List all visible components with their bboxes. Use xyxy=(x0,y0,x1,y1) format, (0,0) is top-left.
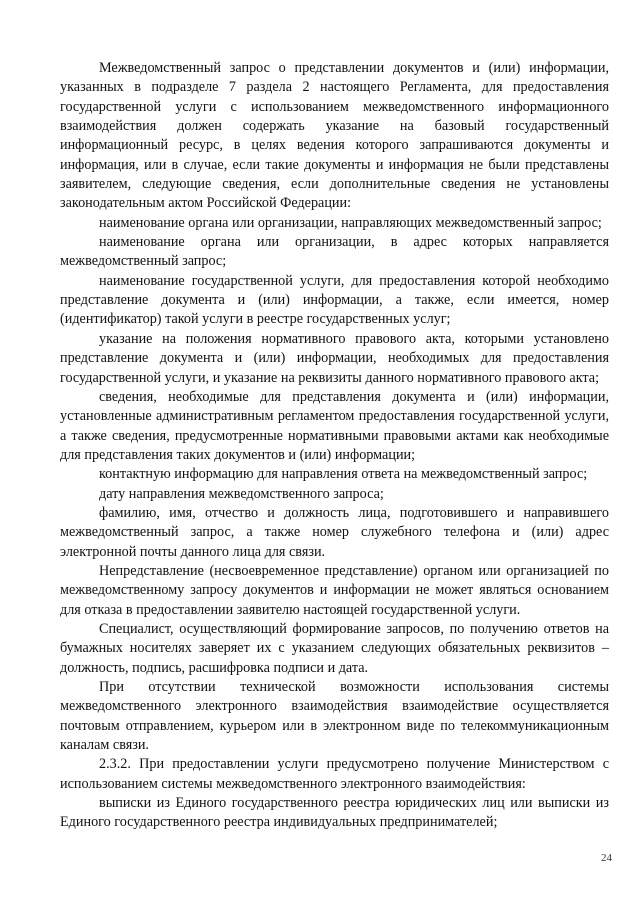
list-item-addressee-body: наименование органа или организации, в адрес которых направляется межведомственный запрос; xyxy=(60,234,609,270)
page-number: 24 xyxy=(601,852,612,864)
list-item-requesting-body: наименование органа или организации, направляющих межведомственный запрос; xyxy=(99,214,602,231)
document-body xyxy=(60,59,609,833)
list-item-legal-act: указание на положения нормативного правового акта, которыми установлено представление документа и (или) информации, необходимых для предоставления государственной услуги, и указание на реквизиты данного нормативного правового акта; xyxy=(60,330,609,386)
list-item-request-date: дату направления межведомственного запроса; xyxy=(99,485,384,502)
list-item-service-name: наименование государственной услуги, для предоставления которой необходимо представление документа и (или) информации, а также, если имеется, номер (идентификатор) такой услуги в реестре государственных услуг; xyxy=(60,272,609,328)
list-item-responsible-person: фамилию, имя, отчество и должность лица, подготовившего и направившего межведомственный запрос, а также номер служебного телефона и (или) адрес электронной почты данного лица для связи. xyxy=(60,504,609,560)
list-item-contact-info: контактную информацию для направления ответа на межведомственный запрос; xyxy=(99,466,588,483)
paragraph-specialist: Специалист, осуществляющий формирование запросов, по получению ответов на бумажных носителях заверяет их с указанием следующих обязательных реквизитов – должность, подпись, расшифровка подписи и дата. xyxy=(60,620,609,676)
list-item-required-info: сведения, необходимые для представления документа и (или) информации, установленные административным регламентом предоставления государственной услуги, а также сведения, предусмотренные нормативными правовыми актами как необходимые для представления таких документов и (или) информации; xyxy=(60,388,609,463)
paragraph-intro: Межведомственный запрос о представлении документов и (или) информации, указанных в подразделе 7 раздела 2 настоящего Регламента, для предоставления государственной услуги с использованием межведомственного информационного взаимодействия должен содержать указание на базовый государственный информационный ресурс, в целях ведения которого запрашиваются документы и информация, или в случае, если такие документы и информация не были представлены заявителем, следующие сведения, если дополнительные сведения не установлены законодательным актом Российской Федерации: xyxy=(60,60,609,212)
paragraph-no-technical-capability: При отсутствии технической возможности использования системы межведомственного электронного взаимодействия взаимодействие осуществляется почтовым отправлением, курьером или в электронном виде по телекоммуникационным каналам связи. xyxy=(60,679,609,754)
paragraph-non-submission: Непредставление (несвоевременное представление) органом или организацией по межведомственному запросу документов и информации не может являться основанием для отказа в предоставлении заявителю настоящей государственной услуги. xyxy=(60,562,609,618)
section-2-3-2: 2.3.2. При предоставлении услуги предусмотрено получение Министерством с использованием системы межведомственного электронного взаимодействия: xyxy=(60,756,609,792)
list-item-registry-extracts: выписки из Единого государственного реестра юридических лиц или выписки из Единого государственного реестра индивидуальных предпринимателей; xyxy=(60,795,609,831)
